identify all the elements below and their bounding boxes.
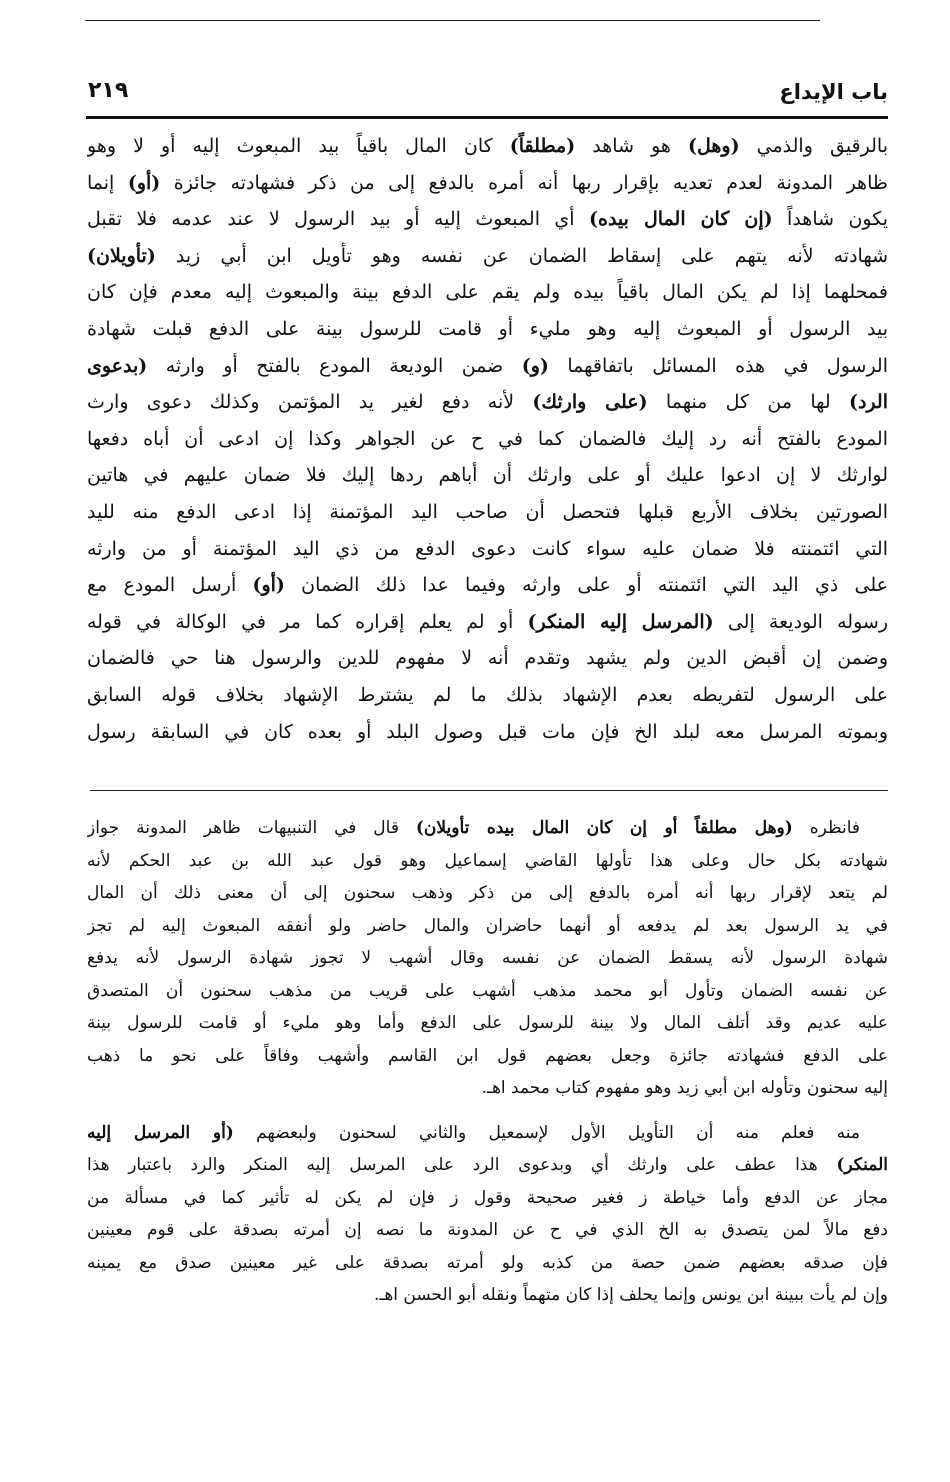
text-line [87,567,888,604]
text-line [87,128,888,165]
bold-matn-text: (بدعوى [87,354,148,377]
text-line [87,1007,888,1040]
commentary-text: في يد الرسول بعد لم يدفعه أو أنهما حاضران والمال حاضر ولو أنفقه المبعوث إليه لم تجز [87,915,888,936]
commentary-text: هو شاهد [575,135,688,157]
commentary-text: عليه عديم وقد أتلف المال ولا بينة للرسول على الدفع وأما وهو مليء أو قامت للرسول بينة [87,1013,888,1033]
commentary-text: وإن لم يأت ببينة ابن يونس وإنما يحلف إذا كان متهماً ونقله أبو الحسن اهـ. [373,1285,888,1305]
commentary-text: مجاز عن الدفع وأما خياطة ز فغير صحيحة وقول ز فإن لم يكن له تأثير كما في مسألة من [87,1187,888,1208]
text-line [87,677,888,714]
commentary-text: لها من كل منهما [647,391,849,414]
bold-matn-text: (المرسل إليه المنكر) [527,610,714,633]
text-line [87,877,888,910]
text-line [87,975,888,1008]
bold-matn-text: (أو المرسل إليه [87,1122,234,1143]
text-line [87,238,888,275]
bold-matn-text: (على وارثك) [532,391,648,414]
text-line [87,1117,888,1150]
commentary-text: بيد الرسول أو المبعوث إليه وهو مليء أو قامت للرسول بينة على الدفع قبلت شهادة [87,317,888,340]
footnote-separator [90,790,888,791]
commentary-text: شهادة الرسول لأنه يسقط الضمان عن نفسه وقال أشهب لا تجوز شهادة الرسول لأنه يدفع [87,948,888,968]
commentary-text: منه فعلم منه أن التأويل الأول لإسمعيل والثاني لسحنون ولبعضهم [233,1122,860,1143]
text-line [87,1182,888,1215]
text-line [87,1279,888,1312]
text-line [87,274,888,311]
header-thin-rule [85,20,820,21]
footnotes [87,812,888,1312]
commentary-text: إنما [87,171,128,194]
text-line [87,457,888,494]
commentary-text: لأنه دفع لغير يد المؤتمن وكذلك دعوى وارث [87,391,533,414]
text-line [87,812,888,845]
commentary-text: أو لم يعلم إقراره كما مر في الوكالة في قوله [87,610,528,633]
commentary-text: على الدفع فشهادته جائزة وجعل بعضهم قول ابن القاسم وأشهب وفاقاً على نحو ما ذهب [87,1045,888,1066]
text-line [87,942,888,975]
commentary-text: رسوله الوديعة إلى [713,610,888,633]
commentary-text: أي المبعوث إليه أو بيد الرسول لا عند عدمه فلا تقبل [87,208,590,231]
commentary-text: فانظره [792,818,860,838]
bold-matn-text: (أو) [127,171,161,194]
text-line [87,1149,888,1182]
bold-matn-text: (مطلقاً) [509,135,576,157]
commentary-text: أرسل المودع مع [87,574,253,597]
page-number: ٢١٩ [88,78,129,103]
commentary-text: دفع مالاً لمن يتصدق به الخ الذي في ح عن المدونة ما نصه إن أمرته بصدقة على قوم معينين [87,1220,888,1240]
text-line [87,201,888,238]
bold-matn-text: الرد) [848,391,888,414]
text-line [87,421,888,458]
commentary-text: التي ائتمنته فلا ضمان عليه سواء كانت دعوى الدفع من ذي اليد المؤتمنة أو من وارثه [87,537,888,560]
commentary-text: هذا عطف على وارثك أي وبدعوى الرد على المرسل إليه المنكر والرد باعتبار هذا [87,1155,837,1175]
commentary-text: عن نفسه الضمان وتأول أبو محمد مذهب أشهب على قريب من مذهب سحنون أن المتصدق [87,980,888,1001]
commentary-text: لم يتعد لإقرار ربها أنه أمره بالدفع إلى من ذكر وذهب سحنون إلى أن معنى ذلك أن المال [87,883,888,903]
commentary-text: إليه سحنون وتأوله ابن أبي زيد وهو مفهوم كتاب محمد اهـ. [481,1078,888,1098]
commentary-text: ظاهر المدونة لعدم تعديه بإقرار ربها أنه أمره بالدفع إلى من ذكر فشهادته جائزة [160,171,888,194]
commentary-text: فمحلهما إذا لم يكن المال باقياً بيده ولم يقم على الدفع بينة والمبعوث إليه معدم فإن كان [87,281,888,304]
text-line [87,714,888,751]
commentary-text: شهادته بكل حال وعلى هذا تأولها القاضي إسماعيل وهو قول عبد الله بن عبد الحكم لأنه [87,850,888,871]
bold-matn-text: (أو) [252,574,285,597]
bold-matn-text: المنكر) [836,1155,888,1175]
commentary-text: فإن صدقه بعضهم ضمن حصة من كذبه ولو أمرته بصدقة على غير معينين صدق مع يمينه [87,1252,888,1273]
text-line [87,910,888,943]
commentary-text: على الرسول لتفريطه بعدم الإشهاد بذلك ما لم يشترط الإشهاد بخلاف قوله السابق [87,683,888,706]
commentary-text: كان المال باقياً بيد المبعوث إليه أو لا وهو [87,135,510,157]
text-line [87,1247,888,1280]
text-line [87,845,888,878]
chapter-title: باب الإيداع [779,80,888,104]
text-line [87,640,888,677]
text-line [87,311,888,348]
text-line [87,1072,888,1105]
text-line [87,1214,888,1247]
commentary-text: وبموته المرسل معه لبلد الخ فإن مات قبل وصول البلد أو بعده كان في السابقة رسول [87,720,888,743]
text-line [87,604,888,641]
bold-matn-text: (وهل) [688,135,740,157]
commentary-text: ضمن الوديعة المودع بالفتح أو وارثه [147,354,522,377]
text-line [87,165,888,202]
bold-matn-text: (و) [521,354,549,377]
text-line [87,1040,888,1073]
main-text [87,128,888,750]
commentary-text: الرسول في هذه المسائل باتفاقهما [548,354,888,377]
commentary-text: وضمن إن أقبض الدين ولم يشهد وتقدم أنه لا مفهوم للدين والرسول هنا حي فالضمان [87,647,888,670]
commentary-text: شهادته لأنه يتهم على إسقاط الضمان عن نفسه وهو تأويل ابن أبي زيد [155,244,888,267]
bold-matn-text: (تأويلان) [87,244,156,267]
commentary-text: الصورتين بخلاف الأربع قبلها فتحصل أن صاحب اليد المؤتمنة إذا ادعى الدفع منه لليد [87,500,888,523]
running-header [86,80,888,110]
text-line [87,384,888,421]
text-line [87,531,888,568]
text-line [87,494,888,531]
commentary-text: المودع بالفتح أنه رد إليك فالضمان كما في ح عن الجواهر وكذا إن ادعى أن أباه دفعها [87,427,888,450]
bold-matn-text: (وهل مطلقاً أو إن كان المال بيده تأويلان) [415,818,793,838]
commentary-text: لوارثك لا إن ادعوا عليك أو على وارثك أن أباهم ردها إليك فلا ضمان عليهم في هاتين [87,464,888,487]
commentary-text: قال في التنبيهات ظاهر المدونة جواز [87,818,416,838]
commentary-text: يكون شاهداً [772,208,888,231]
commentary-text: على ذي اليد التي ائتمنته أو على وارثه وفيما عدا ذلك الضمان [284,574,888,597]
text-line [87,348,888,385]
bold-matn-text: (إن كان المال بيده) [589,208,773,231]
header-thick-rule [86,116,888,119]
commentary-text: بالرقيق والذمي [739,135,888,157]
